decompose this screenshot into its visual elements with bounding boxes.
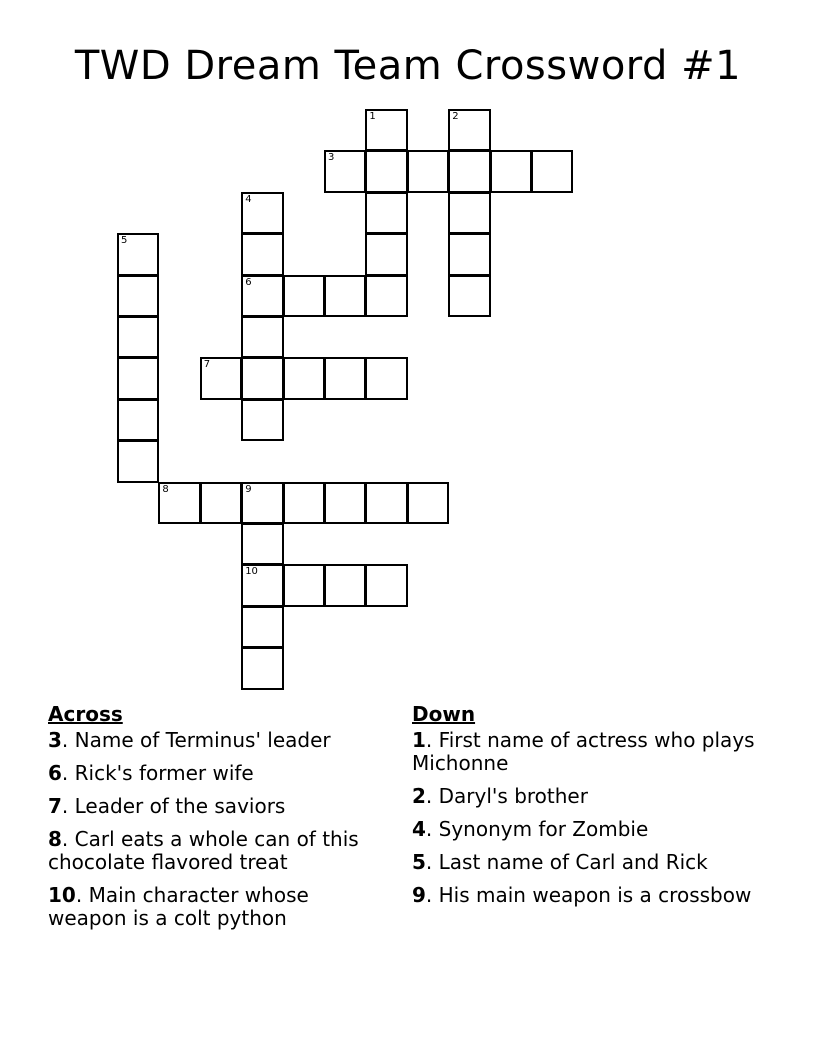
cell-number: 9 [245, 483, 252, 495]
grid-cell[interactable] [324, 564, 366, 606]
grid-cell[interactable] [117, 440, 159, 482]
grid-cell[interactable] [324, 275, 366, 317]
grid-cell[interactable] [241, 564, 283, 606]
clue-down-5: 5. Last name of Carl and Rick [412, 850, 708, 874]
clue-across-10: 10. Main character whose weapon is a colt python [48, 883, 309, 930]
clue-down-9: 9. His main weapon is a crossbow [412, 883, 752, 907]
grid-cell[interactable] [241, 357, 283, 399]
cell-number: 3 [328, 152, 335, 164]
grid-cell[interactable] [365, 192, 407, 234]
grid-cell[interactable] [241, 647, 283, 689]
clue-across-7: 7. Leader of the saviors [48, 794, 286, 818]
grid-cell[interactable] [448, 233, 490, 275]
clue-down-4: 4. Synonym for Zombie [412, 817, 649, 841]
grid-cell[interactable] [283, 482, 325, 524]
clue-number: 9 [412, 883, 426, 907]
grid-cell[interactable] [117, 316, 159, 358]
grid-cell[interactable] [283, 357, 325, 399]
clue-text: Name of Terminus' leader [74, 728, 331, 752]
clue-number: 6 [48, 761, 62, 785]
clue-across-6: 6. Rick's former wife [48, 761, 254, 785]
grid-cell[interactable] [448, 192, 490, 234]
grid-cell[interactable] [117, 357, 159, 399]
grid-cell[interactable] [365, 564, 407, 606]
clue-across-8: 8. Carl eats a whole can of this chocolate flavored treat [48, 827, 359, 874]
grid-cell[interactable] [448, 109, 490, 151]
grid-cell[interactable] [365, 357, 407, 399]
down-heading: Down [412, 702, 476, 726]
page-title: TWD Dream Team Crossword #1 [74, 43, 742, 89]
grid-cell[interactable] [200, 357, 242, 399]
cell-number: 5 [121, 235, 128, 247]
grid-cell[interactable] [365, 150, 407, 192]
grid-cell[interactable] [117, 233, 159, 275]
clue-across-3: 3. Name of Terminus' leader [48, 728, 331, 752]
grid-cell[interactable] [241, 399, 283, 441]
down-clues [412, 703, 772, 917]
grid-cell[interactable] [365, 482, 407, 524]
grid-cell[interactable] [365, 233, 407, 275]
clue-number: 3 [48, 728, 62, 752]
across-heading: Across [48, 702, 123, 726]
clue-text: Carl eats a whole can of this chocolate flavored treat [48, 827, 359, 874]
clue-down-1: 1. First name of actress who plays Michonne [412, 728, 755, 775]
clue-number: 7 [48, 794, 62, 818]
grid-cell[interactable] [241, 606, 283, 648]
cell-number: 8 [162, 483, 169, 495]
grid-cell[interactable] [283, 564, 325, 606]
grid-cell[interactable] [324, 482, 366, 524]
cell-number: 7 [203, 359, 211, 371]
clue-text: Main character whose weapon is a colt python [48, 883, 309, 930]
grid-cell[interactable] [241, 233, 283, 275]
grid-cell[interactable] [241, 523, 283, 565]
grid-cell[interactable] [324, 357, 366, 399]
clue-text: Last name of Carl and Rick [438, 850, 708, 874]
cell-number: 2 [452, 111, 459, 122]
clue-text: First name of actress who plays Michonne [412, 728, 755, 775]
grid-cell[interactable] [531, 150, 573, 192]
clue-text: Rick's former wife [74, 761, 254, 785]
grid-cell[interactable] [283, 275, 325, 317]
grid-cell[interactable] [407, 482, 449, 524]
grid-cell[interactable] [324, 150, 366, 192]
cell-number: 1 [369, 111, 376, 122]
crossword-grid [118, 110, 618, 710]
clue-number: 10 [48, 883, 76, 907]
grid-cell[interactable] [490, 150, 532, 192]
grid-cell[interactable] [117, 275, 159, 317]
clue-number: 2 [412, 784, 426, 808]
grid-cell[interactable] [117, 399, 159, 441]
grid-cell[interactable] [200, 482, 242, 524]
cell-number: 4 [245, 193, 252, 205]
cell-number: 6 [245, 276, 252, 288]
clue-text: Synonym for Zombie [438, 817, 649, 841]
clue-number: 1 [412, 728, 426, 752]
clue-number: 5 [412, 850, 426, 874]
grid-cell[interactable] [407, 150, 449, 192]
grid-cell[interactable] [241, 316, 283, 358]
grid-cell[interactable] [241, 192, 283, 234]
grid-cell[interactable] [365, 275, 407, 317]
cell-number: 10 [245, 566, 258, 578]
grid-cell[interactable] [158, 482, 200, 524]
clue-text: His main weapon is a crossbow [438, 883, 752, 907]
clue-number: 4 [412, 817, 426, 841]
clue-text: Daryl's brother [438, 784, 588, 808]
across-clues [48, 703, 388, 940]
clue-text: Leader of the saviors [74, 794, 286, 818]
clue-down-2: 2. Daryl's brother [412, 784, 588, 808]
grid-cell[interactable] [365, 109, 407, 151]
grid-cell[interactable] [448, 150, 490, 192]
grid-cell[interactable] [241, 482, 283, 524]
clue-number: 8 [48, 827, 62, 851]
grid-cell[interactable] [448, 275, 490, 317]
grid-cell[interactable] [241, 275, 283, 317]
